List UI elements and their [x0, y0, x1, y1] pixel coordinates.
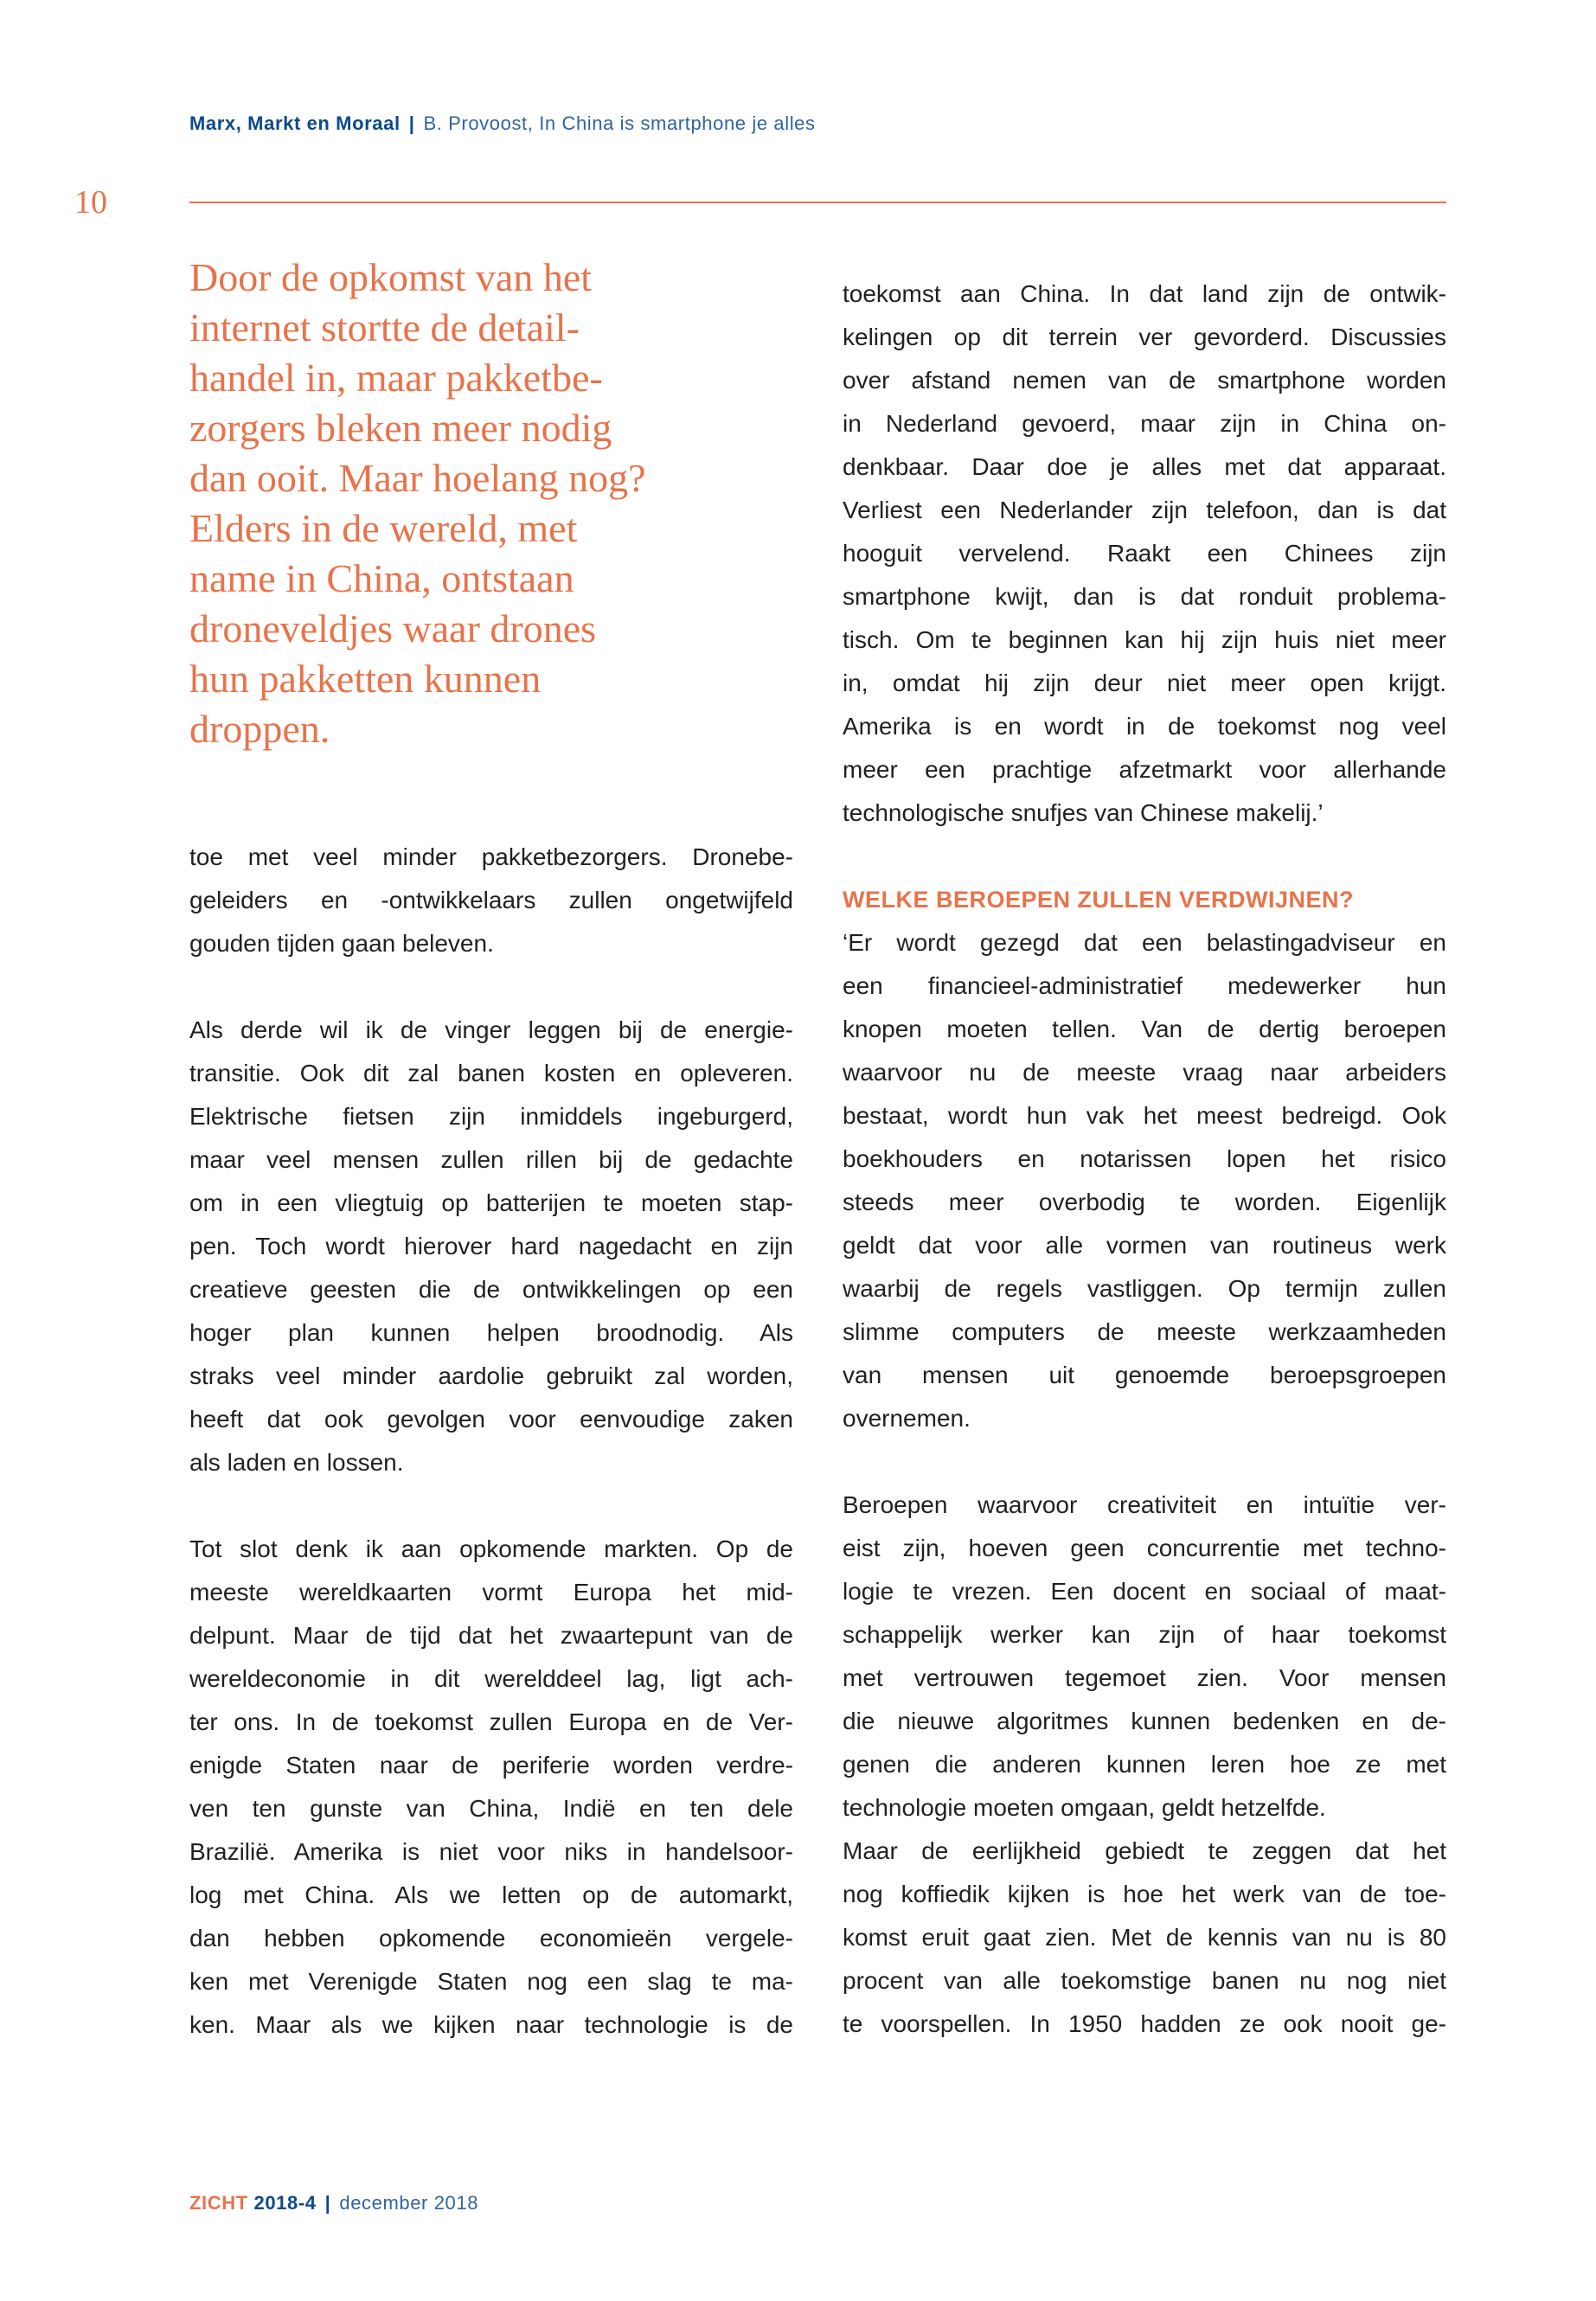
series-title: Marx, Markt en Moraal — [189, 112, 401, 134]
text-line: knopen moeten tellen. Van de dertig beroepen — [843, 1016, 1446, 1042]
text-line: delpunt. Maar de tijd dat het zwaartepunt van de — [189, 1622, 793, 1649]
pull-quote-line: internet stortte de detail- — [189, 305, 580, 349]
paragraph — [189, 836, 793, 965]
text-line: slimme computers de meeste werkzaamheden — [843, 1318, 1446, 1345]
text-line: nog koffiedik kijken is hoe het werk van de toe- — [843, 1881, 1446, 1907]
text-line: dan hebben opkomende economieën vergele- — [189, 1925, 793, 1952]
page-number: 10 — [74, 184, 107, 221]
text-line: waarvoor nu de meeste vraag naar arbeiders — [843, 1059, 1446, 1086]
pull-quote-line: droppen. — [189, 707, 330, 751]
text-line: steeds meer overbodig te worden. Eigenlijk — [843, 1189, 1446, 1215]
text-line: geldt dat voor alle vormen van routineus werk — [843, 1232, 1446, 1259]
text-line: boekhouders en notarissen lopen het risico — [843, 1145, 1446, 1172]
text-line: maar veel mensen zullen rillen bij de gedachte — [189, 1146, 793, 1173]
section-heading-block — [843, 878, 1446, 921]
header-separator: | — [408, 112, 415, 134]
pull-quote — [189, 253, 646, 754]
text-line: ven ten gunste van China, Indië en ten dele — [189, 1795, 793, 1822]
paragraph — [843, 921, 1446, 1440]
pull-quote-line: name in China, ontstaan — [189, 556, 574, 600]
text-line: komst eruit gaat zien. Met de kennis van nu is 80 — [843, 1924, 1446, 1951]
text-line: procent van alle toekomstige banen nu nog niet — [843, 1967, 1446, 1994]
text-line: log met China. Als we letten op de automarkt, — [189, 1881, 793, 1908]
paragraph — [843, 1830, 1446, 2046]
text-line: Amerika is en wordt in de toekomst nog veel — [843, 713, 1446, 740]
text-line: in, omdat hij zijn deur niet meer open krijgt. — [843, 670, 1446, 696]
text-line: waarbij de regels vastliggen. Op termijn zullen — [843, 1275, 1446, 1302]
text-line: Verliest een Nederlander zijn telefoon, dan is dat — [843, 497, 1446, 523]
issue-number: 2018-4 — [253, 2192, 317, 2214]
text-line: transitie. Ook dit zal banen kosten en opleveren. — [189, 1060, 793, 1086]
text-line: van mensen uit genoemde beroepsgroepen — [843, 1362, 1446, 1388]
text-line: als laden en lossen. — [189, 1449, 404, 1476]
text-line: Tot slot denk ik aan opkomende markten. Op de — [189, 1535, 793, 1562]
text-line: overnemen. — [843, 1405, 971, 1432]
issue-date: december 2018 — [339, 2192, 479, 2214]
left-column — [189, 836, 793, 2047]
text-line: straks veel minder aardolie gebruikt zal worden, — [189, 1362, 793, 1389]
text-line: hooguit vervelend. Raakt een Chinees zijn — [843, 540, 1446, 567]
pull-quote-line: handel in, maar pakketbe- — [189, 356, 603, 400]
text-line: Beroepen waarvoor creativiteit en intuïtie ver- — [843, 1491, 1446, 1518]
magazine-name: ZICHT — [189, 2192, 248, 2214]
text-line: technologie moeten omgaan, geldt hetzelfde. — [843, 1794, 1326, 1821]
page-footer — [189, 2192, 478, 2214]
paragraph — [189, 1528, 793, 2047]
pull-quote-line: hun pakketten kunnen — [189, 657, 542, 701]
header-rule — [189, 202, 1446, 203]
text-line: bestaat, wordt hun vak het meest bedreigd. Ook — [843, 1102, 1446, 1129]
text-line: technologische snufjes van Chinese makelij.’ — [843, 799, 1324, 826]
text-line: enigde Staten naar de periferie worden verdre- — [189, 1752, 793, 1779]
text-line: denkbaar. Daar doe je alles met dat apparaat. — [843, 453, 1446, 480]
text-line: gouden tijden gaan beleven. — [189, 930, 494, 957]
text-line: over afstand nemen van de smartphone worden — [843, 367, 1446, 394]
text-line: toe met veel minder pakketbezorgers. Dronebe- — [189, 843, 793, 870]
text-line: met vertrouwen tegemoet zien. Voor mensen — [843, 1664, 1446, 1691]
text-line: hoger plan kunnen helpen broodnodig. Als — [189, 1319, 793, 1346]
text-line: die nieuwe algoritmes kunnen bedenken en de- — [843, 1708, 1446, 1734]
text-line: Als derde wil ik de vinger leggen bij de energie- — [189, 1016, 793, 1043]
text-line: meeste wereldkaarten vormt Europa het mid- — [189, 1579, 793, 1606]
pull-quote-line: Elders in de wereld, met — [189, 506, 578, 550]
text-line: ken. Maar als we kijken naar technologie is de — [189, 2011, 793, 2038]
section-heading: WELKE BEROEPEN ZULLEN VERDWIJNEN? — [843, 887, 1355, 913]
text-line: heeft dat ook gevolgen voor eenvoudige zaken — [189, 1406, 793, 1433]
text-line: een financieel-administratief medewerker hun — [843, 972, 1446, 999]
text-line: ter ons. In de toekomst zullen Europa en de Ver- — [189, 1708, 793, 1735]
pull-quote-line: dan ooit. Maar hoelang nog? — [189, 456, 646, 500]
text-line: schappelijk werker kan zijn of haar toekomst — [843, 1621, 1446, 1648]
paragraph — [843, 1484, 1446, 1830]
pull-quote-line: droneveldjes waar drones — [189, 606, 597, 651]
text-line: eist zijn, hoeven geen concurrentie met techno- — [843, 1535, 1446, 1561]
pull-quote-line: zorgers bleken meer nodig — [189, 406, 612, 450]
text-line: te voorspellen. In 1950 hadden ze ook nooit ge- — [843, 2010, 1446, 2037]
text-line: Elektrische fietsen zijn inmiddels ingeburgerd, — [189, 1103, 793, 1130]
paragraph — [189, 1009, 793, 1484]
pull-quote-line: Door de opkomst van het — [189, 255, 593, 299]
text-line: wereldeconomie in dit werelddeel lag, ligt ach- — [189, 1665, 793, 1692]
text-line: Brazilië. Amerika is niet voor niks in handelsoor- — [189, 1838, 793, 1865]
text-line: logie te vrezen. Een docent en sociaal of maat- — [843, 1578, 1446, 1605]
text-line: geleiders en -ontwikkelaars zullen ongetwijfeld — [189, 887, 793, 913]
text-line: toekomst aan China. In dat land zijn de ontwik- — [843, 280, 1446, 307]
text-line: pen. Toch wordt hierover hard nagedacht en zijn — [189, 1233, 793, 1259]
text-line: genen die anderen kunnen leren hoe ze met — [843, 1751, 1446, 1778]
text-line: smartphone kwijt, dan is dat ronduit problema- — [843, 583, 1446, 610]
text-line: creatieve geesten die de ontwikkelingen op een — [189, 1276, 793, 1303]
text-line: om in een vliegtuig op batterijen te moeten stap- — [189, 1189, 793, 1216]
footer-separator: | — [324, 2192, 331, 2214]
right-column — [843, 272, 1446, 2046]
text-line: tisch. Om te beginnen kan hij zijn huis niet meer — [843, 626, 1446, 653]
text-line: meer een prachtige afzetmarkt voor allerhande — [843, 756, 1446, 783]
text-line: ‘Er wordt gezegd dat een belastingadviseur en — [843, 929, 1446, 956]
article-title: B. Provoost, In China is smartphone je alles — [423, 112, 816, 134]
text-line: in Nederland gevoerd, maar zijn in China on- — [843, 410, 1446, 437]
text-line: kelingen op dit terrein ver gevorderd. Discussies — [843, 324, 1446, 350]
paragraph — [843, 272, 1446, 835]
text-line: Maar de eerlijkheid gebiedt te zeggen dat het — [843, 1837, 1446, 1864]
running-header — [189, 112, 816, 135]
text-line: ken met Verenigde Staten nog een slag te ma- — [189, 1968, 793, 1995]
